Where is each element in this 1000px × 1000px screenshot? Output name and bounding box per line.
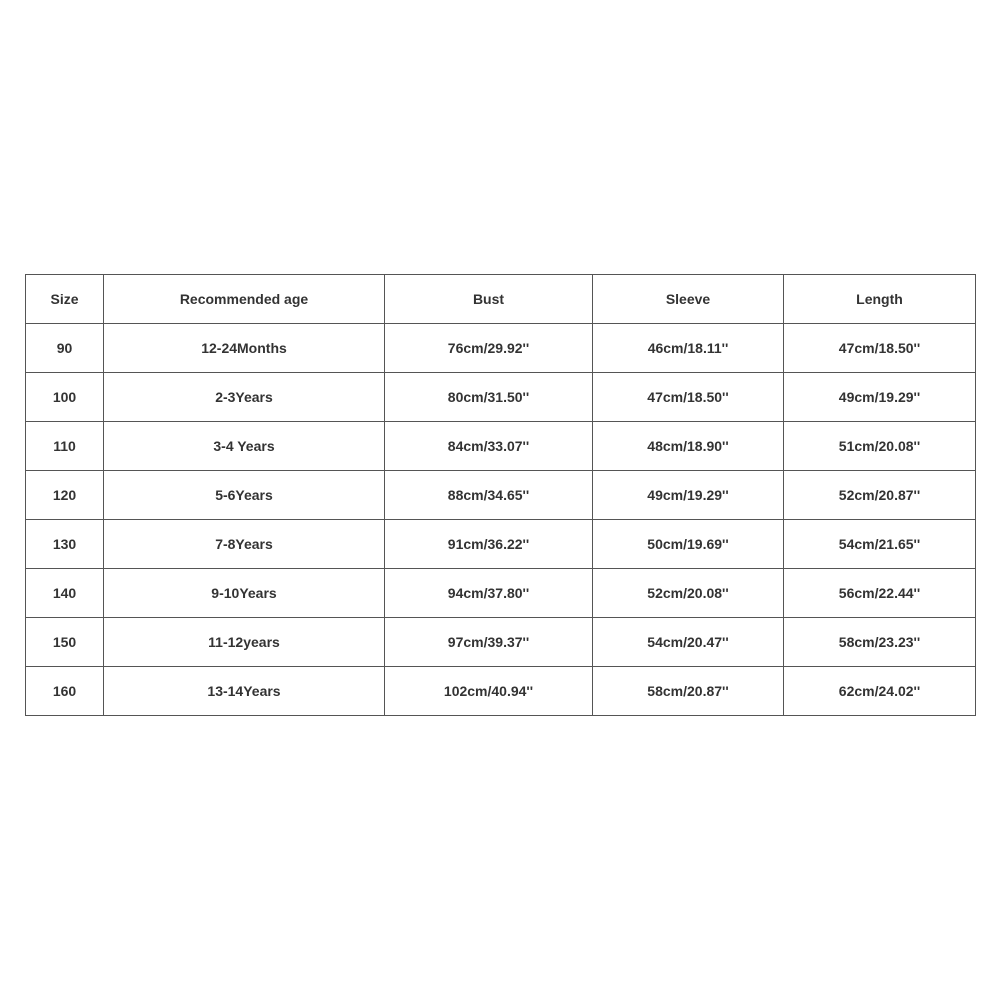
table-row bbox=[26, 324, 976, 373]
table-row bbox=[26, 471, 976, 520]
cell-sleeve: 50cm/19.69'' bbox=[593, 520, 784, 569]
cell-sleeve: 47cm/18.50'' bbox=[593, 373, 784, 422]
table-row bbox=[26, 667, 976, 716]
header-bust: Bust bbox=[385, 275, 593, 324]
cell-length: 56cm/22.44'' bbox=[784, 569, 976, 618]
table-row bbox=[26, 569, 976, 618]
cell-size: 100 bbox=[26, 373, 104, 422]
cell-bust: 88cm/34.65'' bbox=[385, 471, 593, 520]
header-row bbox=[26, 275, 976, 324]
cell-bust: 97cm/39.37'' bbox=[385, 618, 593, 667]
cell-sleeve: 58cm/20.87'' bbox=[593, 667, 784, 716]
cell-size: 160 bbox=[26, 667, 104, 716]
cell-bust: 91cm/36.22'' bbox=[385, 520, 593, 569]
cell-age: 11-12years bbox=[104, 618, 385, 667]
cell-age: 9-10Years bbox=[104, 569, 385, 618]
cell-bust: 76cm/29.92'' bbox=[385, 324, 593, 373]
cell-size: 110 bbox=[26, 422, 104, 471]
cell-length: 51cm/20.08'' bbox=[784, 422, 976, 471]
cell-length: 62cm/24.02'' bbox=[784, 667, 976, 716]
table-row bbox=[26, 618, 976, 667]
cell-size: 150 bbox=[26, 618, 104, 667]
cell-size: 90 bbox=[26, 324, 104, 373]
cell-age: 12-24Months bbox=[104, 324, 385, 373]
cell-age: 7-8Years bbox=[104, 520, 385, 569]
cell-bust: 102cm/40.94'' bbox=[385, 667, 593, 716]
cell-length: 54cm/21.65'' bbox=[784, 520, 976, 569]
cell-sleeve: 54cm/20.47'' bbox=[593, 618, 784, 667]
cell-age: 13-14Years bbox=[104, 667, 385, 716]
header-recommended-age: Recommended age bbox=[104, 275, 385, 324]
cell-age: 2-3Years bbox=[104, 373, 385, 422]
cell-sleeve: 46cm/18.11'' bbox=[593, 324, 784, 373]
table-row bbox=[26, 422, 976, 471]
cell-size: 120 bbox=[26, 471, 104, 520]
cell-length: 52cm/20.87'' bbox=[784, 471, 976, 520]
cell-age: 3-4 Years bbox=[104, 422, 385, 471]
cell-length: 49cm/19.29'' bbox=[784, 373, 976, 422]
cell-length: 58cm/23.23'' bbox=[784, 618, 976, 667]
header-size: Size bbox=[26, 275, 104, 324]
header-length: Length bbox=[784, 275, 976, 324]
header-sleeve: Sleeve bbox=[593, 275, 784, 324]
cell-length: 47cm/18.50'' bbox=[784, 324, 976, 373]
cell-bust: 80cm/31.50'' bbox=[385, 373, 593, 422]
table-row bbox=[26, 520, 976, 569]
cell-sleeve: 49cm/19.29'' bbox=[593, 471, 784, 520]
cell-sleeve: 52cm/20.08'' bbox=[593, 569, 784, 618]
cell-age: 5-6Years bbox=[104, 471, 385, 520]
cell-bust: 94cm/37.80'' bbox=[385, 569, 593, 618]
cell-size: 140 bbox=[26, 569, 104, 618]
size-chart-table bbox=[25, 274, 976, 716]
table-row bbox=[26, 373, 976, 422]
cell-size: 130 bbox=[26, 520, 104, 569]
cell-bust: 84cm/33.07'' bbox=[385, 422, 593, 471]
cell-sleeve: 48cm/18.90'' bbox=[593, 422, 784, 471]
